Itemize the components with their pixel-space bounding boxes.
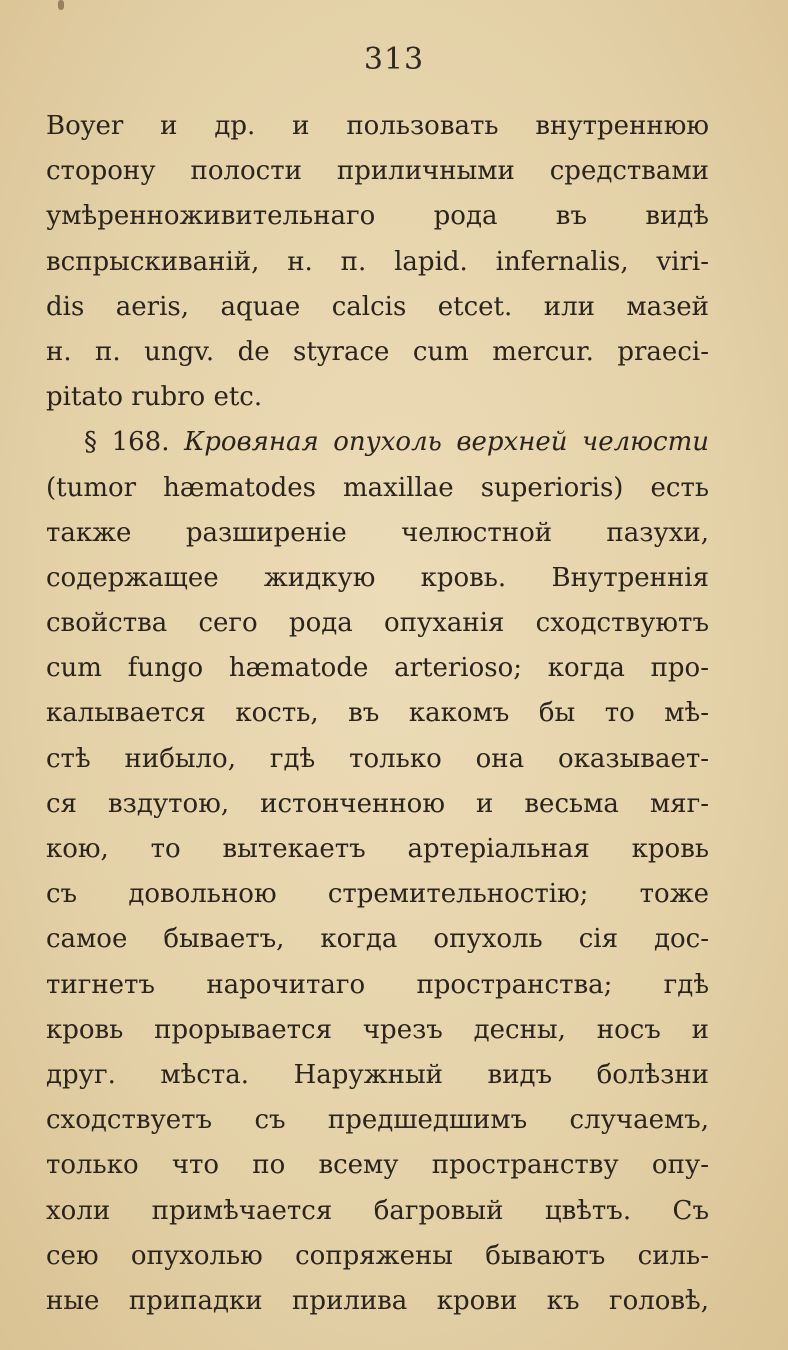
text-line: кою, то вытекаетъ артеріальная кровь [46,834,709,864]
text-line: ные припадки прилива крови къ головѣ, [46,1285,709,1316]
text-line: вспрыскиваній, н. п. lapid. infernalis, viri- [46,246,709,277]
text-line: pitato rubro etc. [46,382,263,413]
text-line: также разширеніе челюстной пазухи, [46,517,709,548]
body-text [46,104,709,1324]
text-line: только что по всему пространству опу- [46,1150,709,1181]
text-line: стѣ нибыло, гдѣ только она оказывает- [46,743,709,774]
text-line: самое бываетъ, когда опухоль сія дос- [46,924,709,955]
text-line: (tumor hæmatodes maxillae superioris) есть [46,472,709,503]
text-line: содержащее жидкую кровь. Внутреннія [46,562,709,593]
text-line: умѣренноживительнаго рода въ видѣ [46,201,709,232]
text-line: друг. мѣста. Наружный видъ болѣзни [46,1059,709,1090]
text-line: съ довольною стремительностію; тоже [46,879,709,910]
text-line: dis aeris, aquae calcis etcet. или мазей [46,291,709,322]
text-line: тигнетъ нарочитаго пространства; гдѣ [46,969,709,1000]
text-line: свойства сего рода опуханія сходствуютъ [46,608,709,639]
text-line: cum fungo hæmatode arterioso; когда про- [46,653,709,684]
text-line: холи примѣчается багровый цвѣтъ. Съ [46,1195,709,1226]
text-line: кровь прорывается чрезъ десны, носъ и [46,1014,709,1045]
section-heading-line [46,420,709,465]
page-number: 313 [363,42,425,77]
text-line: калывается кость, въ какомъ бы то мѣ- [46,698,709,729]
text-line: н. п. ungv. de styrace cum mercur. praeci- [46,336,709,367]
text-line: сходствуетъ съ предшедшимъ случаемъ, [46,1105,709,1136]
section-title: Кровяная опухоль верхней челюсти [184,427,709,458]
ink-spot [58,0,64,10]
text-line: ся вздутою, истонченною и весьма мяг- [46,788,709,819]
section-number: § 168. [84,427,170,458]
text-line: Boyer и др. и пользовать внутреннюю [46,111,709,141]
text-line: сею опухолью сопряжены бываютъ силь- [46,1240,709,1271]
text-line: сторону полости приличными средствами [46,156,709,187]
